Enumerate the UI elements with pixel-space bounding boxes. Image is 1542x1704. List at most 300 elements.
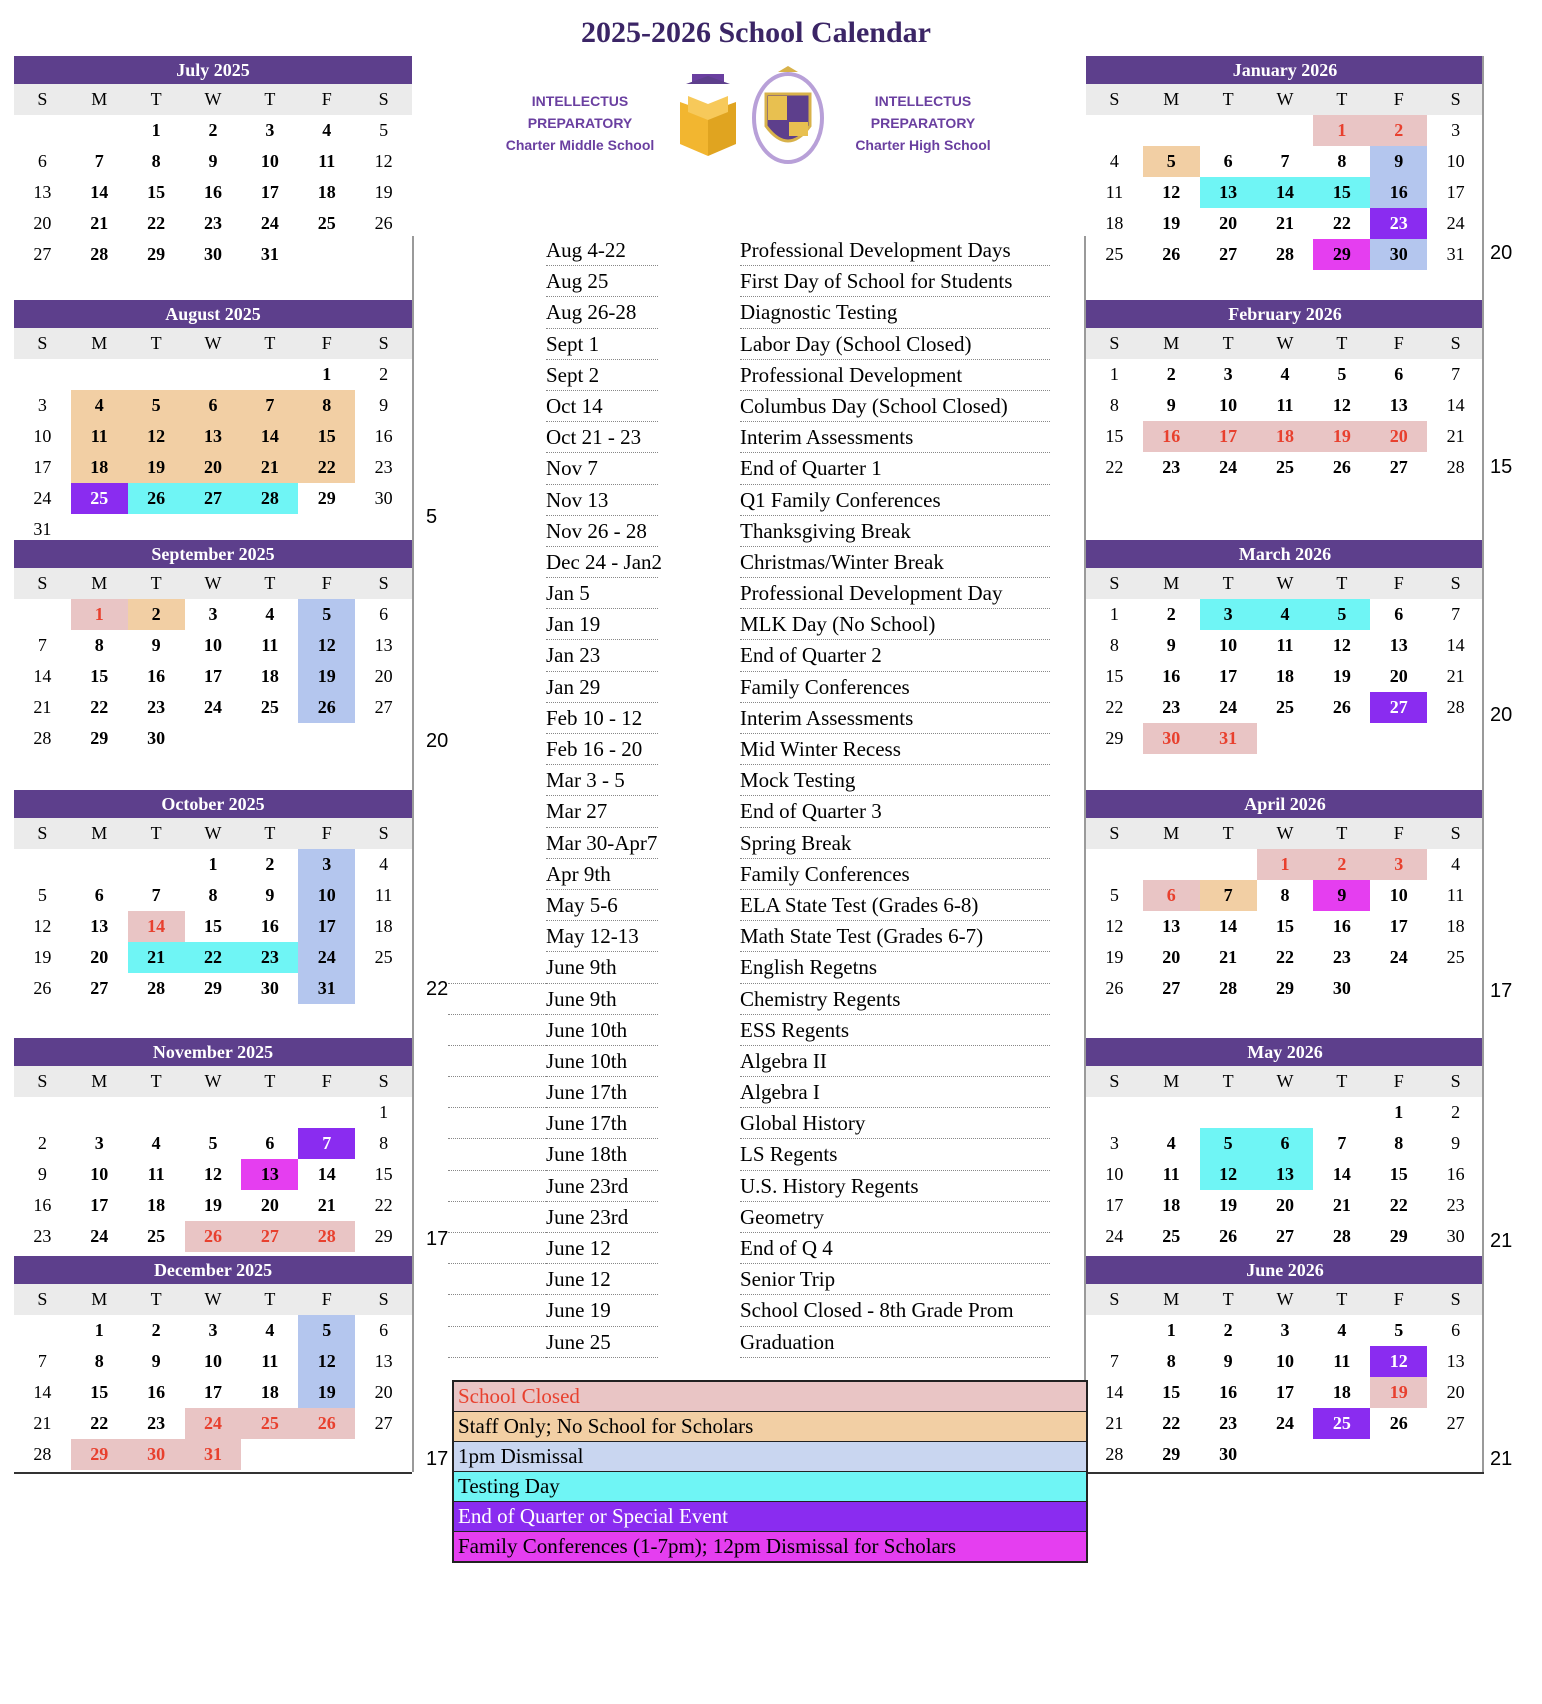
event-date: Jan 23 <box>546 643 601 668</box>
day-cell: 27 <box>374 697 393 717</box>
weekday-header <box>1086 84 1484 115</box>
day-cell: 13 <box>33 182 52 202</box>
day-cell: 20 <box>185 452 242 483</box>
day-cell: 3 <box>265 120 275 140</box>
event-row <box>448 766 1048 797</box>
event-name: Labor Day (School Closed) <box>740 331 972 356</box>
day-cell: 13 <box>185 421 242 452</box>
event-name: End of Q 4 <box>740 1236 833 1260</box>
day-cell: 2 <box>37 1133 47 1153</box>
day-cell: 4 <box>1109 151 1119 171</box>
empty-cell <box>128 849 185 880</box>
name-underline <box>740 920 1050 921</box>
weekday-label: W <box>204 333 222 353</box>
event-row <box>448 673 1048 704</box>
day-cell: 5 <box>298 1315 355 1346</box>
day-cell: 10 <box>90 1164 109 1184</box>
day-cell: 26 <box>1105 978 1124 998</box>
day-cell: 2 <box>1223 1320 1233 1340</box>
month-feb <box>1086 300 1484 483</box>
name-underline <box>740 608 1050 609</box>
day-cell: 7 <box>37 635 47 655</box>
day-cell: 21 <box>33 697 52 717</box>
day-cell: 29 <box>71 1439 128 1470</box>
name-underline <box>740 515 1050 516</box>
day-cell: 20 <box>260 1195 279 1215</box>
weekday-label: W <box>204 823 222 843</box>
name-underline <box>740 577 1050 578</box>
day-cell: 16 <box>1162 666 1181 686</box>
weekday-label: S <box>1109 573 1120 593</box>
date-underline <box>546 920 658 921</box>
left-column-border <box>412 236 414 1472</box>
day-cell: 17 <box>203 666 222 686</box>
day-cell: 22 <box>147 213 166 233</box>
day-cell: 29 <box>1389 1226 1408 1246</box>
event-row <box>448 1265 1048 1296</box>
day-cell: 17 <box>260 182 279 202</box>
day-cell: 14 <box>1257 177 1314 208</box>
date-underline <box>546 452 658 453</box>
event-date: June 23rd <box>546 1173 629 1198</box>
event-name: Spring Break <box>740 830 852 855</box>
day-cell: 10 <box>298 880 355 911</box>
weekday-label: M <box>1163 573 1180 593</box>
day-cell: 4 <box>1280 364 1290 384</box>
day-cell: 20 <box>1370 421 1427 452</box>
empty-cell <box>1086 1097 1143 1128</box>
day-cell: 3 <box>1223 364 1233 384</box>
day-cell: 8 <box>208 885 218 905</box>
weekday-label: W <box>204 1289 222 1309</box>
event-name: First Day of School for Students <box>740 269 1013 294</box>
weekday-label: T <box>1336 1289 1348 1309</box>
day-cell: 27 <box>1275 1226 1294 1246</box>
day-cell: 26 <box>185 1221 242 1252</box>
day-cell: 26 <box>298 1408 355 1439</box>
date-underline <box>546 671 658 672</box>
day-cell: 10 <box>203 635 222 655</box>
date-underline <box>546 1045 658 1046</box>
event-name: Professional Development <box>740 362 963 387</box>
event-row <box>448 610 1048 641</box>
name-underline <box>740 983 1050 984</box>
day-cell: 18 <box>1275 666 1294 686</box>
weekday-header <box>1086 818 1484 849</box>
day-cell: 28 <box>298 1221 355 1252</box>
day-cell: 23 <box>147 697 166 717</box>
day-cell: 25 <box>1105 244 1124 264</box>
name-underline <box>740 764 1050 765</box>
weekday-label: W <box>204 89 222 109</box>
day-cell: 2 <box>379 364 389 384</box>
weekday-label: S <box>378 1289 389 1309</box>
day-cell: 6 <box>1394 604 1404 624</box>
event-row <box>448 423 1048 454</box>
event-name: Christmas/Winter Break <box>740 549 944 574</box>
date-underline <box>546 764 658 765</box>
weekday-label: T <box>1336 1071 1348 1091</box>
name-underline <box>740 1107 1050 1108</box>
event-row <box>448 486 1048 517</box>
day-cell: 15 <box>374 1164 393 1184</box>
weekday-label: T <box>150 573 162 593</box>
day-cell: 3 <box>94 1133 104 1153</box>
date-underline <box>546 1294 658 1295</box>
day-cell: 2 <box>1313 849 1370 880</box>
event-date: June 17th <box>546 1111 628 1136</box>
day-cell: 16 <box>147 666 166 686</box>
day-cell: 23 <box>33 1226 52 1246</box>
day-cell: 15 <box>90 666 109 686</box>
weekday-label: W <box>1276 333 1294 353</box>
day-cell: 3 <box>1109 1133 1119 1153</box>
day-cell: 16 <box>1446 1164 1465 1184</box>
day-cell: 17 <box>90 1195 109 1215</box>
event-row <box>448 1234 1048 1265</box>
event-name: English Regetns <box>740 955 878 980</box>
day-cell: 30 <box>1219 1444 1238 1464</box>
day-cell: 10 <box>1389 885 1408 905</box>
weekday-label: F <box>1393 573 1404 593</box>
day-cell: 13 <box>1257 1159 1314 1190</box>
day-cell: 20 <box>374 1382 393 1402</box>
day-cell: 4 <box>265 604 275 624</box>
day-cell: 2 <box>151 1320 161 1340</box>
day-grid <box>14 849 412 1004</box>
day-cell: 4 <box>151 1133 161 1153</box>
event-name: ELA State Test (Grades 6-8) <box>740 892 979 917</box>
day-cell: 12 <box>374 151 393 171</box>
weekday-label: W <box>1276 1071 1294 1091</box>
day-cell: 24 <box>1275 1413 1294 1433</box>
event-row <box>448 891 1048 922</box>
name-underline <box>740 733 1050 734</box>
day-cell: 13 <box>90 916 109 936</box>
event-date: Mar 30-Apr7 <box>546 830 658 855</box>
day-cell: 2 <box>128 599 185 630</box>
day-cell: 25 <box>1275 457 1294 477</box>
lead-underline <box>448 1014 546 1015</box>
day-cell: 1 <box>94 1320 104 1340</box>
middle-school-name <box>480 90 680 156</box>
day-cell: 11 <box>1333 1351 1351 1371</box>
day-cell: 29 <box>203 978 222 998</box>
weekday-label: M <box>1163 823 1180 843</box>
day-cell: 3 <box>208 604 218 624</box>
day-cell: 21 <box>90 213 109 233</box>
day-cell: 27 <box>1162 978 1181 998</box>
weekday-label: T <box>150 1289 162 1309</box>
day-cell: 31 <box>1200 723 1257 754</box>
day-cell: 10 <box>203 1351 222 1371</box>
day-cell: 6 <box>1394 364 1404 384</box>
day-cell: 13 <box>374 635 393 655</box>
weekday-label: S <box>1109 1071 1120 1091</box>
day-cell: 1 <box>1257 849 1314 880</box>
day-cell: 22 <box>90 1413 109 1433</box>
weekday-label: M <box>91 333 108 353</box>
weekday-label: S <box>1109 333 1120 353</box>
events-list <box>448 236 1048 1359</box>
day-cell: 11 <box>1276 635 1294 655</box>
day-cell: 14 <box>90 182 109 202</box>
day-cell: 5 <box>1143 146 1200 177</box>
date-underline <box>546 1326 658 1327</box>
day-cell: 27 <box>1389 457 1408 477</box>
day-cell: 14 <box>1446 395 1465 415</box>
day-cell: 25 <box>317 213 336 233</box>
empty-cell <box>14 1315 71 1346</box>
event-date: Jan 29 <box>546 674 601 699</box>
event-name: Senior Trip <box>740 1267 836 1292</box>
day-cell: 8 <box>1337 151 1347 171</box>
day-cell: 25 <box>1275 697 1294 717</box>
lead-underline <box>448 1201 546 1202</box>
weekday-label: F <box>321 1289 332 1309</box>
weekday-label: S <box>1109 1289 1120 1309</box>
day-cell: 15 <box>1105 666 1124 686</box>
day-grid <box>1086 115 1484 270</box>
day-cell: 2 <box>1166 604 1176 624</box>
legend-staff: Staff Only; No School for Scholars <box>454 1412 1086 1442</box>
legend-test: Testing Day <box>454 1472 1086 1502</box>
event-name: MLK Day (No School) <box>740 612 936 637</box>
day-cell: 21 <box>1219 947 1238 967</box>
name-underline <box>740 795 1050 796</box>
date-underline <box>546 328 658 329</box>
event-name: Professional Development Day <box>740 581 1003 606</box>
day-cell: 4 <box>71 390 128 421</box>
event-name: Interim Assessments <box>740 705 914 730</box>
weekday-header <box>1086 328 1484 359</box>
day-cell: 9 <box>265 885 275 905</box>
day-cell: 18 <box>147 1195 166 1215</box>
event-date: Aug 4-22 <box>546 238 626 262</box>
event-name: Family Conferences <box>740 861 910 886</box>
lead-underline <box>448 1138 546 1139</box>
day-cell: 26 <box>1219 1226 1238 1246</box>
right-column-border-right <box>1482 56 1484 1472</box>
event-name: Columbus Day (School Closed) <box>740 393 1008 418</box>
day-cell: 20 <box>1162 947 1181 967</box>
day-cell: 18 <box>1162 1195 1181 1215</box>
day-cell: 22 <box>1105 697 1124 717</box>
day-cell: 1 <box>1313 115 1370 146</box>
weekday-label: T <box>264 89 276 109</box>
event-row <box>448 236 1048 267</box>
day-cell: 12 <box>203 1164 222 1184</box>
day-cell: 3 <box>208 1320 218 1340</box>
day-cell: 17 <box>1200 421 1257 452</box>
name-underline <box>740 390 1050 391</box>
weekday-label: S <box>1109 823 1120 843</box>
event-row <box>448 1047 1048 1078</box>
middle-school-line2: Charter Middle School <box>505 137 655 153</box>
event-row <box>448 454 1048 485</box>
day-cell: 21 <box>317 1195 336 1215</box>
instructional-days-count: 17 <box>426 1448 449 1470</box>
day-cell: 1 <box>1394 1102 1404 1122</box>
day-cell: 2 <box>1370 115 1427 146</box>
weekday-label: F <box>1393 1071 1404 1091</box>
date-underline <box>546 639 658 640</box>
day-cell: 26 <box>33 978 52 998</box>
event-row <box>448 298 1048 329</box>
day-cell: 6 <box>1257 1128 1314 1159</box>
name-underline <box>740 639 1050 640</box>
day-cell: 27 <box>185 483 242 514</box>
day-cell: 4 <box>379 854 389 874</box>
empty-cell <box>1086 115 1143 146</box>
weekday-label: M <box>1163 333 1180 353</box>
day-cell: 28 <box>1275 244 1294 264</box>
date-underline <box>546 858 658 859</box>
day-cell: 6 <box>37 151 47 171</box>
event-name: Thanksgiving Break <box>740 518 911 543</box>
event-row <box>448 1016 1048 1047</box>
day-cell: 5 <box>1200 1128 1257 1159</box>
weekday-label: F <box>1393 823 1404 843</box>
event-row <box>448 860 1048 891</box>
date-underline <box>546 546 658 547</box>
date-underline <box>546 577 658 578</box>
event-name: Algebra II <box>740 1048 827 1073</box>
day-cell: 25 <box>1313 1408 1370 1439</box>
weekday-label: T <box>1222 1071 1234 1091</box>
weekday-label: T <box>150 823 162 843</box>
day-cell: 9 <box>1223 1351 1233 1371</box>
month-title: November 2025 <box>14 1038 412 1066</box>
name-underline <box>740 1170 1050 1171</box>
day-cell: 29 <box>1275 978 1294 998</box>
day-cell: 9 <box>151 635 161 655</box>
day-cell: 4 <box>1257 599 1314 630</box>
day-cell: 15 <box>203 916 222 936</box>
day-cell: 16 <box>33 1195 52 1215</box>
empty-cell <box>1313 1097 1370 1128</box>
name-underline <box>740 951 1050 952</box>
empty-cell <box>185 359 242 390</box>
weekday-header <box>14 84 412 115</box>
weekday-header <box>1086 1284 1484 1315</box>
day-cell: 22 <box>1275 947 1294 967</box>
weekday-label: T <box>1222 333 1234 353</box>
day-cell: 14 <box>1219 916 1238 936</box>
weekday-label: T <box>264 1289 276 1309</box>
book-logo-icon <box>678 72 738 156</box>
day-cell: 3 <box>1451 120 1461 140</box>
day-cell: 28 <box>147 978 166 998</box>
day-cell: 7 <box>1451 364 1461 384</box>
event-name: School Closed - 8th Grade Prom <box>740 1298 1014 1323</box>
date-underline <box>546 983 658 984</box>
event-row <box>448 641 1048 672</box>
month-title: December 2025 <box>14 1256 412 1284</box>
day-cell: 6 <box>1223 151 1233 171</box>
event-date: June 10th <box>546 1017 628 1042</box>
day-cell: 29 <box>1313 239 1370 270</box>
event-date: Mar 27 <box>546 799 608 824</box>
weekday-label: T <box>1222 573 1234 593</box>
weekday-label: T <box>150 89 162 109</box>
day-cell: 26 <box>374 213 393 233</box>
day-cell: 26 <box>298 692 355 723</box>
day-cell: 8 <box>379 1133 389 1153</box>
name-underline <box>740 1232 1050 1233</box>
right-column-border-left <box>1084 236 1086 1472</box>
day-cell: 23 <box>1332 947 1351 967</box>
day-cell: 5 <box>37 885 47 905</box>
day-cell: 7 <box>151 885 161 905</box>
day-cell: 23 <box>1219 1413 1238 1433</box>
day-cell: 18 <box>260 666 279 686</box>
day-cell: 13 <box>1200 177 1257 208</box>
instructional-days-count: 21 <box>1490 1230 1513 1252</box>
day-cell: 15 <box>1162 1382 1181 1402</box>
day-cell: 4 <box>265 1320 275 1340</box>
day-cell: 21 <box>1332 1195 1351 1215</box>
day-cell: 9 <box>1313 880 1370 911</box>
day-grid <box>14 1315 412 1470</box>
day-cell: 3 <box>1200 599 1257 630</box>
weekday-header <box>14 818 412 849</box>
weekday-label: M <box>91 823 108 843</box>
day-cell: 21 <box>128 942 185 973</box>
weekday-label: S <box>378 573 389 593</box>
event-name: Mock Testing <box>740 768 856 793</box>
day-cell: 21 <box>1446 666 1465 686</box>
date-underline <box>546 827 658 828</box>
day-cell: 28 <box>1446 697 1465 717</box>
lead-underline <box>448 1170 546 1171</box>
day-cell: 7 <box>37 1351 47 1371</box>
day-cell: 24 <box>298 942 355 973</box>
weekday-header <box>14 328 412 359</box>
instructional-days-count: 15 <box>1490 456 1513 478</box>
day-cell: 16 <box>203 182 222 202</box>
instructional-days-count: 20 <box>1490 242 1513 264</box>
day-cell: 25 <box>147 1226 166 1246</box>
month-title: August 2025 <box>14 300 412 328</box>
legend-family: Family Conferences (1-7pm); 12pm Dismissal for Scholars <box>454 1532 1086 1561</box>
day-cell: 1 <box>1109 364 1119 384</box>
weekday-label: T <box>264 823 276 843</box>
day-cell: 13 <box>241 1159 298 1190</box>
day-cell: 11 <box>318 151 336 171</box>
day-cell: 31 <box>185 1439 242 1470</box>
day-cell: 20 <box>90 947 109 967</box>
event-date: May 5-6 <box>546 892 618 917</box>
day-cell: 7 <box>1337 1133 1347 1153</box>
event-row <box>448 517 1048 548</box>
event-row <box>448 797 1048 828</box>
day-cell: 21 <box>241 452 298 483</box>
weekday-label: T <box>1336 89 1348 109</box>
name-underline <box>740 328 1050 329</box>
weekday-label: M <box>1163 1071 1180 1091</box>
day-cell: 5 <box>1313 599 1370 630</box>
name-underline <box>740 546 1050 547</box>
day-cell: 1 <box>71 599 128 630</box>
event-name: Family Conferences <box>740 674 910 699</box>
day-cell: 3 <box>37 395 47 415</box>
month-may <box>1086 1038 1484 1283</box>
legend-eoq: End of Quarter or Special Event <box>454 1502 1086 1532</box>
name-underline <box>740 484 1050 485</box>
day-cell: 9 <box>37 1164 47 1184</box>
day-cell: 20 <box>374 666 393 686</box>
